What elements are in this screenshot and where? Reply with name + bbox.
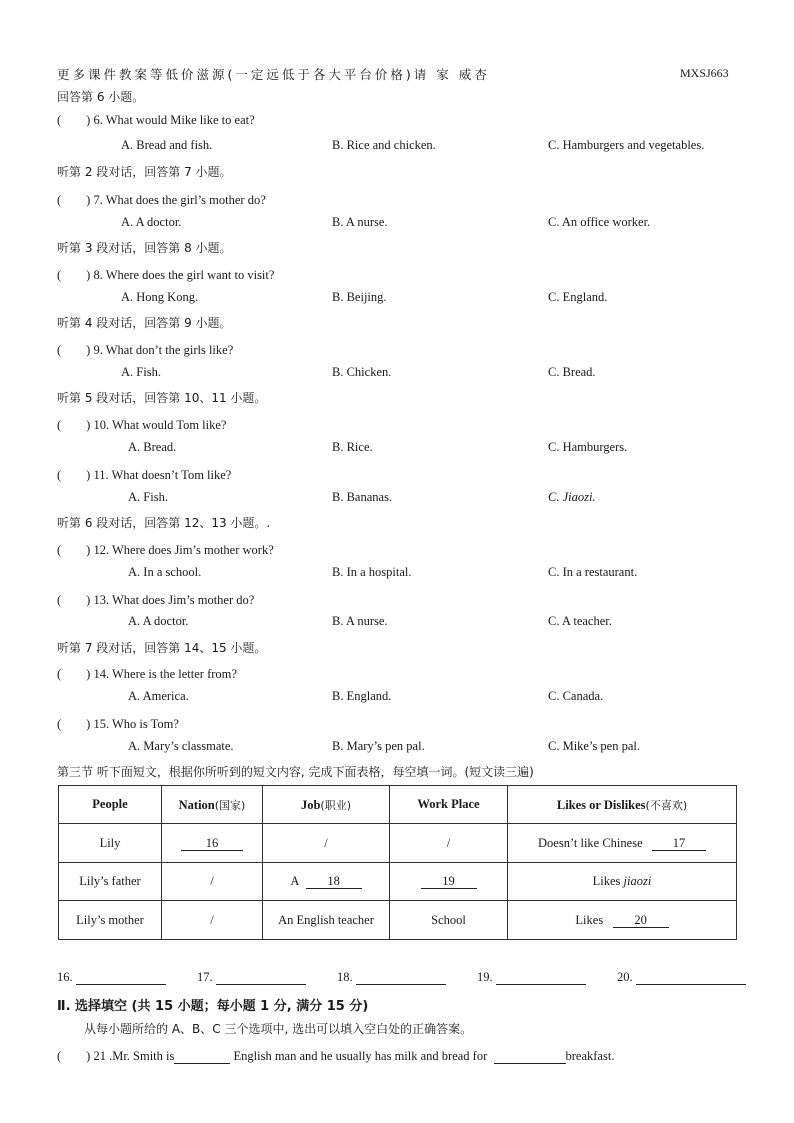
question-stem: ( ) 10. What would Tom like? xyxy=(57,418,227,432)
option-b: B. Beijing. xyxy=(332,290,387,304)
answer-blank-18[interactable]: 18. xyxy=(337,970,446,985)
blank-20[interactable]: 20 xyxy=(613,914,669,928)
section-heading: 听第 5 段对话，回答第 10、11 小题。 xyxy=(57,391,267,405)
option-b: B. Mary’s pen pal. xyxy=(332,739,425,753)
cell-likes: Likes jiaozi xyxy=(508,863,737,901)
option-c: C. A teacher. xyxy=(548,614,612,628)
table-row xyxy=(59,901,737,940)
section-heading: 听第 2 段对话，回答第 7 小题。 xyxy=(57,165,232,179)
option-a: A. Mary’s classmate. xyxy=(128,739,234,753)
fill-in-table xyxy=(58,785,737,940)
cell-nation: / xyxy=(162,863,263,901)
question-stem: ( ) 13. What does Jim’s mother do? xyxy=(57,593,255,607)
option-c: C. An office worker. xyxy=(548,215,651,229)
document-code: MXSJ663 xyxy=(680,66,729,80)
question-stem: ( ) 11. What doesn’t Tom like? xyxy=(57,468,232,482)
section-heading: 听第 6 段对话，回答第 12、13 小题。. xyxy=(57,516,271,530)
section-heading: 听第 3 段对话，回答第 8 小题。 xyxy=(57,241,232,255)
cell-people: Lily’s mother xyxy=(59,901,162,940)
option-c: C. England. xyxy=(548,290,608,304)
question-stem: ( ) 15. Who is Tom? xyxy=(57,717,179,731)
question-stem: ( ) 8. Where does the girl want to visit? xyxy=(57,268,275,282)
option-c: C. Hamburgers and vegetables. xyxy=(548,138,705,152)
option-a: A. A doctor. xyxy=(121,215,182,229)
option-b: B. A nurse. xyxy=(332,614,388,628)
cell-place: School xyxy=(390,901,508,940)
option-c: C. Mike’s pen pal. xyxy=(548,739,641,753)
question-stem: ( ) 9. What don’t the girls like? xyxy=(57,343,234,357)
cell-nation: / xyxy=(162,901,263,940)
question-stem: ( ) 6. What would Mike like to eat? xyxy=(57,113,255,127)
option-b: B. A nurse. xyxy=(332,215,388,229)
answer-blank-16[interactable]: 16. xyxy=(57,970,166,985)
option-c: C. Canada. xyxy=(548,689,604,703)
answer-blank-19[interactable]: 19. xyxy=(477,970,586,985)
header-work-place: Work Place xyxy=(390,786,508,824)
header-ad-text: 更多课件教案等低价滋源(一定远低于各大平台价格)请 家 威杏 xyxy=(57,67,490,82)
option-c: C. Bread. xyxy=(548,365,596,379)
option-b: B. Chicken. xyxy=(332,365,392,379)
blank-16[interactable]: 16 xyxy=(181,837,243,851)
part2-instruction: 从每小题所给的 A、B、C 三个选项中, 选出可以填入空白处的正确答案。 xyxy=(84,1022,473,1036)
option-c: C. Hamburgers. xyxy=(548,440,628,454)
option-a: A. In a school. xyxy=(128,565,202,579)
cell-likes: Doesn’t like Chinese 17 xyxy=(508,824,737,863)
blank-21b[interactable] xyxy=(494,1050,566,1064)
header-likes: Likes or Dislikes(不喜欢) xyxy=(508,786,737,824)
option-a: A. Bread and fish. xyxy=(121,138,213,152)
option-a: A. Bread. xyxy=(128,440,177,454)
question-stem: ( ) 12. Where does Jim’s mother work? xyxy=(57,543,274,557)
table-row xyxy=(59,824,737,863)
option-a: A. Fish. xyxy=(128,490,168,504)
option-a: A. A doctor. xyxy=(128,614,189,628)
section-heading: 听第 7 段对话，回答第 14、15 小题。 xyxy=(57,641,267,655)
header-people: People xyxy=(59,786,162,824)
part3-title: 第三节 听下面短文，根据你所听到的短文内容, 完成下面表格，每空填一词。(短文读三遍) xyxy=(57,765,534,779)
cell-people: Lily xyxy=(59,824,162,863)
blank-17[interactable]: 17 xyxy=(652,837,706,851)
blank-19[interactable]: 19 xyxy=(421,875,477,889)
cell-place: / xyxy=(390,824,508,863)
blank-21a[interactable] xyxy=(174,1050,230,1064)
option-a: A. Hong Kong. xyxy=(121,290,199,304)
cell-job: / xyxy=(263,824,390,863)
header-job: Job(职业) xyxy=(263,786,390,824)
answer-blank-17[interactable]: 17. xyxy=(197,970,306,985)
option-a: A. America. xyxy=(128,689,189,703)
option-a: A. Fish. xyxy=(121,365,161,379)
cell-job: An English teacher xyxy=(263,901,390,940)
section-heading: 听第 4 段对话，回答第 9 小题。 xyxy=(57,316,232,330)
option-b: B. England. xyxy=(332,689,392,703)
question-stem: ( ) 7. What does the girl’s mother do? xyxy=(57,193,266,207)
cell-nation xyxy=(162,824,263,863)
cell-likes: Likes 20 xyxy=(508,901,737,940)
option-b: B. Rice. xyxy=(332,440,373,454)
section-intro-1: 回答第 6 小题。 xyxy=(57,90,145,104)
option-b: B. Rice and chicken. xyxy=(332,138,436,152)
blank-18[interactable]: 18 xyxy=(306,875,362,889)
header-nation: Nation(国家) xyxy=(162,786,263,824)
question-stem: ( ) 14. Where is the letter from? xyxy=(57,667,237,681)
option-c: C. In a restaurant. xyxy=(548,565,638,579)
part2-title: Ⅱ. 选择填空 (共 15 小题；每小题 1 分, 满分 15 分) xyxy=(57,999,369,1014)
option-b: B. In a hospital. xyxy=(332,565,412,579)
option-c: C. Jiaozi. xyxy=(548,490,596,504)
cell-place xyxy=(390,863,508,901)
cell-people: Lily’s father xyxy=(59,863,162,901)
cell-job: A 18 xyxy=(263,863,390,901)
answer-blank-20[interactable]: 20. xyxy=(617,970,746,985)
question-21: ( ) 21 .Mr. Smith is English man and he usually has milk and bread for breakfast. xyxy=(57,1049,615,1063)
option-b: B. Bananas. xyxy=(332,490,393,504)
table-row xyxy=(59,863,737,901)
table-header-row xyxy=(59,786,737,824)
